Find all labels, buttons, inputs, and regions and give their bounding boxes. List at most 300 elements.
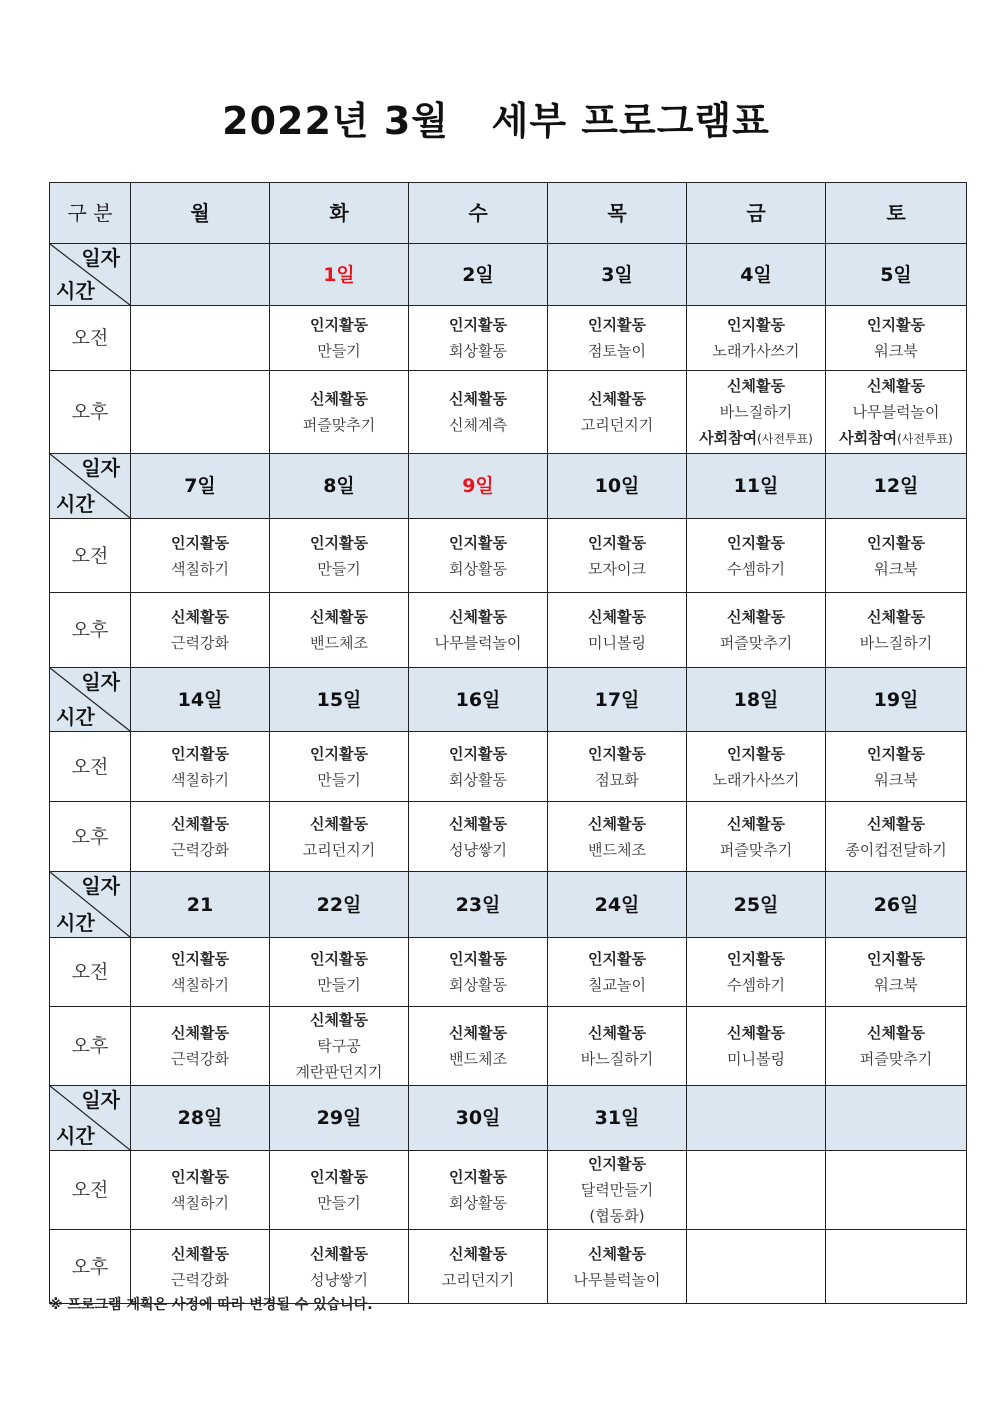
activity-detail (270, 837, 408, 863)
activity-category (826, 946, 966, 972)
am-cell (548, 519, 687, 593)
activity-text: 신체활동 (171, 814, 229, 833)
date-cell (270, 668, 409, 732)
activity-category (409, 386, 547, 412)
date-cell (409, 244, 548, 306)
pm-cell (270, 1230, 409, 1304)
header-day-tue: 화 (270, 183, 409, 244)
activity-text: 달력만들기 (580, 1181, 654, 1199)
activity-detail (270, 1059, 408, 1085)
activity-detail (826, 399, 966, 425)
date-cell (826, 668, 967, 732)
activity-detail (687, 972, 825, 998)
activity-text: 워크북 (874, 342, 918, 360)
date-cell (826, 244, 967, 306)
header-day-thu: 목 (548, 183, 687, 244)
date-text: 17일 (594, 688, 640, 711)
activity-category (270, 1241, 408, 1267)
date-label: 일자 (81, 456, 120, 480)
activity-category (826, 741, 966, 767)
pm-cell (548, 593, 687, 668)
date-time-diagonal-cell (50, 244, 131, 306)
activity-detail (409, 338, 547, 364)
activity-text: 신체활동 (310, 1244, 368, 1263)
date-text: 8일 (323, 475, 355, 497)
am-cell (409, 306, 548, 371)
activity-text: 신체활동 (449, 814, 507, 833)
date-label: 일자 (81, 1088, 120, 1112)
date-text: 4일 (740, 263, 772, 286)
activity-category (826, 530, 966, 556)
activity-category (270, 386, 408, 412)
activity-text: 인지활동 (588, 533, 646, 552)
am-cell (270, 519, 409, 593)
activity-category (270, 1007, 408, 1033)
am-cell (548, 306, 687, 371)
date-cell (131, 872, 270, 938)
am-cell (409, 938, 548, 1007)
activity-category (548, 811, 686, 837)
activity-text: 신체활동 (727, 376, 785, 395)
pm-cell (826, 1230, 967, 1304)
page-title: 2022년 3월 세부 프로그램표 (222, 99, 770, 143)
activity-text: 근력강화 (171, 1270, 229, 1289)
activity-text: 워크북 (874, 770, 918, 789)
activity-text: (협동화) (589, 1207, 645, 1225)
activity-category (548, 530, 686, 556)
activity-category (548, 312, 686, 338)
activity-category (687, 373, 825, 399)
date-text: 19일 (873, 688, 919, 711)
activity-text: 만들기 (317, 1194, 361, 1212)
date-text: 5일 (880, 263, 912, 286)
date-label: 일자 (81, 246, 120, 270)
activity-detail (687, 556, 825, 582)
activity-category (409, 1164, 547, 1190)
pm-row (50, 1007, 967, 1086)
activity-category (548, 741, 686, 767)
activity-category (409, 604, 547, 630)
activity-detail (131, 837, 269, 863)
activity-detail (270, 1190, 408, 1216)
date-row (50, 668, 967, 732)
am-row (50, 306, 967, 371)
activity-category (548, 1020, 686, 1046)
activity-category (270, 312, 408, 338)
pm-label: 오후 (50, 371, 131, 454)
activity-text: 인지활동 (171, 1168, 229, 1186)
activity-text: 신체활동 (727, 1024, 785, 1042)
pm-cell (131, 1230, 270, 1304)
activity-category (270, 741, 408, 767)
activity-category (131, 1020, 269, 1046)
activity-text: 모자이크 (588, 559, 646, 578)
am-cell (270, 732, 409, 802)
activity-text: 종이컵전달하기 (845, 840, 947, 859)
activity-category (687, 604, 825, 630)
pm-cell (270, 1007, 409, 1086)
activity-note: (사전투표) (897, 431, 953, 446)
am-cell (409, 519, 548, 593)
activity-text: 회상활동 (449, 342, 507, 360)
pm-cell (826, 593, 967, 668)
pm-cell (687, 371, 826, 454)
date-text: 29일 (316, 1107, 362, 1129)
activity-detail (131, 972, 269, 998)
activity-text: 인지활동 (171, 744, 229, 763)
date-text: 11일 (733, 475, 779, 497)
activity-category (409, 741, 547, 767)
activity-detail (826, 837, 966, 863)
activity-text: 고리던지기 (441, 1270, 515, 1289)
activity-detail (131, 767, 269, 793)
activity-detail (409, 972, 547, 998)
activity-detail (687, 338, 825, 364)
date-cell (826, 454, 967, 519)
pm-cell (548, 802, 687, 872)
activity-text: 인지활동 (449, 316, 507, 334)
activity-text: 인지활동 (310, 533, 368, 552)
activity-text: 인지활동 (588, 316, 646, 334)
header-day-wed: 수 (409, 183, 548, 244)
activity-category (409, 1241, 547, 1267)
activity-detail (826, 556, 966, 582)
am-row (50, 938, 967, 1007)
activity-text: 인지활동 (171, 533, 229, 552)
pm-cell (548, 1007, 687, 1086)
activity-text: 색칠하기 (171, 559, 229, 578)
date-text: 9일 (462, 475, 494, 497)
activity-detail (270, 1267, 408, 1293)
am-label: 오전 (50, 1151, 131, 1230)
activity-category (687, 946, 825, 972)
date-time-diagonal-cell (50, 454, 131, 519)
activity-text: 인지활동 (449, 744, 507, 763)
date-cell (826, 872, 967, 938)
am-cell (826, 306, 967, 371)
pm-cell (409, 802, 548, 872)
activity-text: 인지활동 (171, 950, 229, 968)
activity-detail (548, 1267, 686, 1293)
date-text: 18일 (733, 688, 779, 711)
activity-category (826, 811, 966, 837)
activity-text: 점묘화 (595, 770, 639, 789)
date-text: 30일 (455, 1107, 501, 1129)
schedule-table (49, 182, 967, 1304)
activity-category (270, 1164, 408, 1190)
activity-detail (548, 972, 686, 998)
activity-text: 인지활동 (588, 1155, 646, 1173)
activity-category (131, 604, 269, 630)
activity-text: 신체활동 (727, 814, 785, 833)
date-cell (687, 668, 826, 732)
activity-text: 성냥쌓기 (449, 840, 507, 859)
pm-row (50, 593, 967, 668)
activity-category (826, 1020, 966, 1046)
activity-text: 퍼즐맞추기 (302, 416, 376, 434)
activity-text: 인지활동 (727, 744, 785, 763)
date-cell (409, 1086, 548, 1151)
activity-category (548, 1241, 686, 1267)
activity-text: 워크북 (874, 976, 918, 994)
activity-text: 신체활동 (171, 1024, 229, 1042)
activity-category (548, 604, 686, 630)
activity-detail (548, 412, 686, 438)
pm-cell (687, 593, 826, 668)
date-cell (826, 1086, 967, 1151)
activity-category (409, 811, 547, 837)
activity-text: 인지활동 (727, 316, 785, 334)
pm-cell (409, 593, 548, 668)
activity-category (270, 604, 408, 630)
activity-text: 계란판던지기 (295, 1063, 383, 1081)
am-cell (131, 732, 270, 802)
activity-category (687, 312, 825, 338)
pm-cell (131, 1007, 270, 1086)
activity-category (548, 1151, 686, 1177)
activity-text: 신체활동 (588, 1244, 646, 1263)
activity-text: 신체활동 (310, 608, 368, 626)
am-cell (409, 732, 548, 802)
activity-text: 사회참여 (699, 428, 758, 447)
activity-detail (131, 1267, 269, 1293)
header-gubun: 구 분 (50, 183, 131, 244)
pm-cell (687, 1230, 826, 1304)
activity-text: 신체활동 (867, 1024, 925, 1042)
date-cell (131, 668, 270, 732)
activity-detail (131, 1046, 269, 1072)
activity-detail (270, 338, 408, 364)
am-cell (548, 1151, 687, 1230)
activity-text: 인지활동 (310, 744, 368, 763)
activity-text: 고리던지기 (580, 416, 654, 434)
date-cell (270, 872, 409, 938)
activity-category (687, 425, 825, 452)
date-text: 31일 (594, 1107, 640, 1129)
activity-text: 신체활동 (171, 608, 229, 626)
am-row (50, 1151, 967, 1230)
date-row (50, 872, 967, 938)
pm-cell (687, 802, 826, 872)
activity-text: 노래가사쓰기 (712, 770, 800, 789)
pm-cell (409, 1007, 548, 1086)
activity-note: (사전투표) (757, 431, 813, 446)
pm-row (50, 802, 967, 872)
date-cell (270, 1086, 409, 1151)
activity-text: 색칠하기 (171, 976, 229, 994)
pm-label: 오후 (50, 1230, 131, 1304)
time-label: 시간 (56, 1124, 95, 1148)
activity-text: 신체활동 (449, 390, 507, 408)
activity-detail (548, 1203, 686, 1229)
date-cell (131, 454, 270, 519)
activity-text: 인지활동 (310, 1168, 368, 1186)
pm-cell (409, 1230, 548, 1304)
activity-category (270, 946, 408, 972)
activity-detail (270, 1033, 408, 1059)
date-cell (270, 244, 409, 306)
date-text: 10일 (594, 475, 640, 497)
date-cell (687, 454, 826, 519)
activity-text: 근력강화 (171, 1050, 229, 1068)
activity-detail (409, 1046, 547, 1072)
activity-text: 칠교놀이 (588, 976, 646, 994)
am-cell (131, 519, 270, 593)
activity-text: 바느질하기 (580, 1050, 654, 1068)
date-text: 25일 (733, 893, 779, 916)
activity-text: 인지활동 (588, 950, 646, 968)
activity-detail (409, 412, 547, 438)
activity-detail (131, 630, 269, 656)
activity-text: 인지활동 (310, 950, 368, 968)
activity-text: 수셈하기 (727, 559, 785, 578)
activity-text: 퍼즐맞추기 (719, 840, 793, 859)
pm-label: 오후 (50, 802, 131, 872)
activity-detail (687, 767, 825, 793)
am-cell (826, 519, 967, 593)
activity-text: 신체활동 (588, 390, 646, 408)
activity-category (409, 530, 547, 556)
activity-text: 신체활동 (867, 376, 925, 395)
activity-detail (687, 837, 825, 863)
activity-text: 신체활동 (310, 390, 368, 408)
header-day-sat: 토 (826, 183, 967, 244)
activity-text: 인지활동 (727, 950, 785, 968)
activity-text: 근력강화 (171, 634, 229, 652)
activity-detail (409, 1190, 547, 1216)
activity-text: 워크북 (874, 559, 918, 578)
activity-category (826, 604, 966, 630)
am-cell (131, 1151, 270, 1230)
activity-text: 신체활동 (310, 1011, 368, 1029)
activity-text: 신체활동 (588, 814, 646, 833)
activity-detail (131, 1190, 269, 1216)
activity-detail (131, 556, 269, 582)
footnote: ※ 프로그램 계획은 사정에 따라 변경될 수 있습니다. (49, 1297, 373, 1313)
activity-category (270, 530, 408, 556)
activity-text: 신체활동 (449, 608, 507, 626)
date-text: 1일 (323, 263, 355, 286)
activity-text: 신체계측 (449, 416, 507, 434)
activity-category (131, 1241, 269, 1267)
date-cell (548, 244, 687, 306)
date-text: 22일 (316, 893, 362, 916)
am-cell (687, 519, 826, 593)
am-cell (826, 938, 967, 1007)
time-label: 시간 (56, 279, 95, 303)
am-cell (687, 938, 826, 1007)
activity-text: 회상활동 (449, 770, 507, 789)
date-cell (131, 1086, 270, 1151)
activity-category (131, 1164, 269, 1190)
activity-category (409, 312, 547, 338)
activity-detail (826, 972, 966, 998)
activity-text: 색칠하기 (171, 770, 229, 789)
am-cell (548, 732, 687, 802)
activity-text: 인지활동 (867, 744, 925, 763)
activity-detail (826, 338, 966, 364)
activity-category (409, 946, 547, 972)
activity-detail (826, 630, 966, 656)
activity-text: 미니볼링 (588, 634, 646, 652)
pm-cell (131, 371, 270, 454)
pm-cell (548, 371, 687, 454)
date-text: 28일 (177, 1107, 223, 1129)
activity-category (826, 312, 966, 338)
pm-cell (270, 593, 409, 668)
pm-cell (270, 802, 409, 872)
date-cell (687, 1086, 826, 1151)
am-cell (270, 306, 409, 371)
activity-text: 고리던지기 (302, 840, 376, 859)
activity-text: 인지활동 (449, 950, 507, 968)
activity-detail (270, 412, 408, 438)
date-time-diagonal-cell (50, 668, 131, 732)
am-label: 오전 (50, 306, 131, 371)
activity-detail (409, 1267, 547, 1293)
date-text: 7일 (184, 475, 216, 497)
am-cell (270, 1151, 409, 1230)
am-cell (548, 938, 687, 1007)
activity-detail (826, 1046, 966, 1072)
date-text: 14일 (177, 688, 223, 711)
activity-category (131, 530, 269, 556)
pm-row (50, 1230, 967, 1304)
activity-category (548, 946, 686, 972)
am-label: 오전 (50, 938, 131, 1007)
activity-text: 미니볼링 (727, 1050, 785, 1068)
pm-row (50, 371, 967, 454)
date-time-diagonal-cell (50, 872, 131, 938)
date-cell (270, 454, 409, 519)
activity-detail (270, 630, 408, 656)
date-cell (409, 872, 548, 938)
time-label: 시간 (56, 705, 95, 729)
activity-text: 밴드체조 (588, 840, 646, 859)
activity-category (826, 425, 966, 452)
date-cell (409, 668, 548, 732)
am-cell (409, 1151, 548, 1230)
date-label: 일자 (81, 670, 120, 694)
activity-text: 인지활동 (867, 533, 925, 552)
date-text: 2일 (462, 263, 494, 286)
am-cell (826, 732, 967, 802)
activity-text: 밴드체조 (310, 634, 368, 652)
activity-detail (409, 767, 547, 793)
activity-text: 만들기 (317, 559, 361, 578)
date-text: 24일 (594, 893, 640, 916)
activity-text: 바느질하기 (859, 634, 933, 652)
activity-text: 인지활동 (588, 744, 646, 763)
activity-detail (548, 338, 686, 364)
activity-detail (270, 767, 408, 793)
activity-text: 인지활동 (449, 533, 507, 552)
time-label: 시간 (56, 492, 95, 516)
activity-text: 밴드체조 (449, 1050, 507, 1068)
pm-cell (131, 593, 270, 668)
date-time-diagonal-cell (50, 1086, 131, 1151)
date-text: 23일 (455, 893, 501, 916)
pm-cell (409, 371, 548, 454)
activity-text: 나무블럭놀이 (434, 634, 522, 652)
date-cell (409, 454, 548, 519)
activity-text: 인지활동 (449, 1168, 507, 1186)
activity-detail (548, 1177, 686, 1203)
activity-detail (687, 1046, 825, 1072)
pm-cell (826, 1007, 967, 1086)
header-day-mon: 월 (131, 183, 270, 244)
activity-category (131, 741, 269, 767)
